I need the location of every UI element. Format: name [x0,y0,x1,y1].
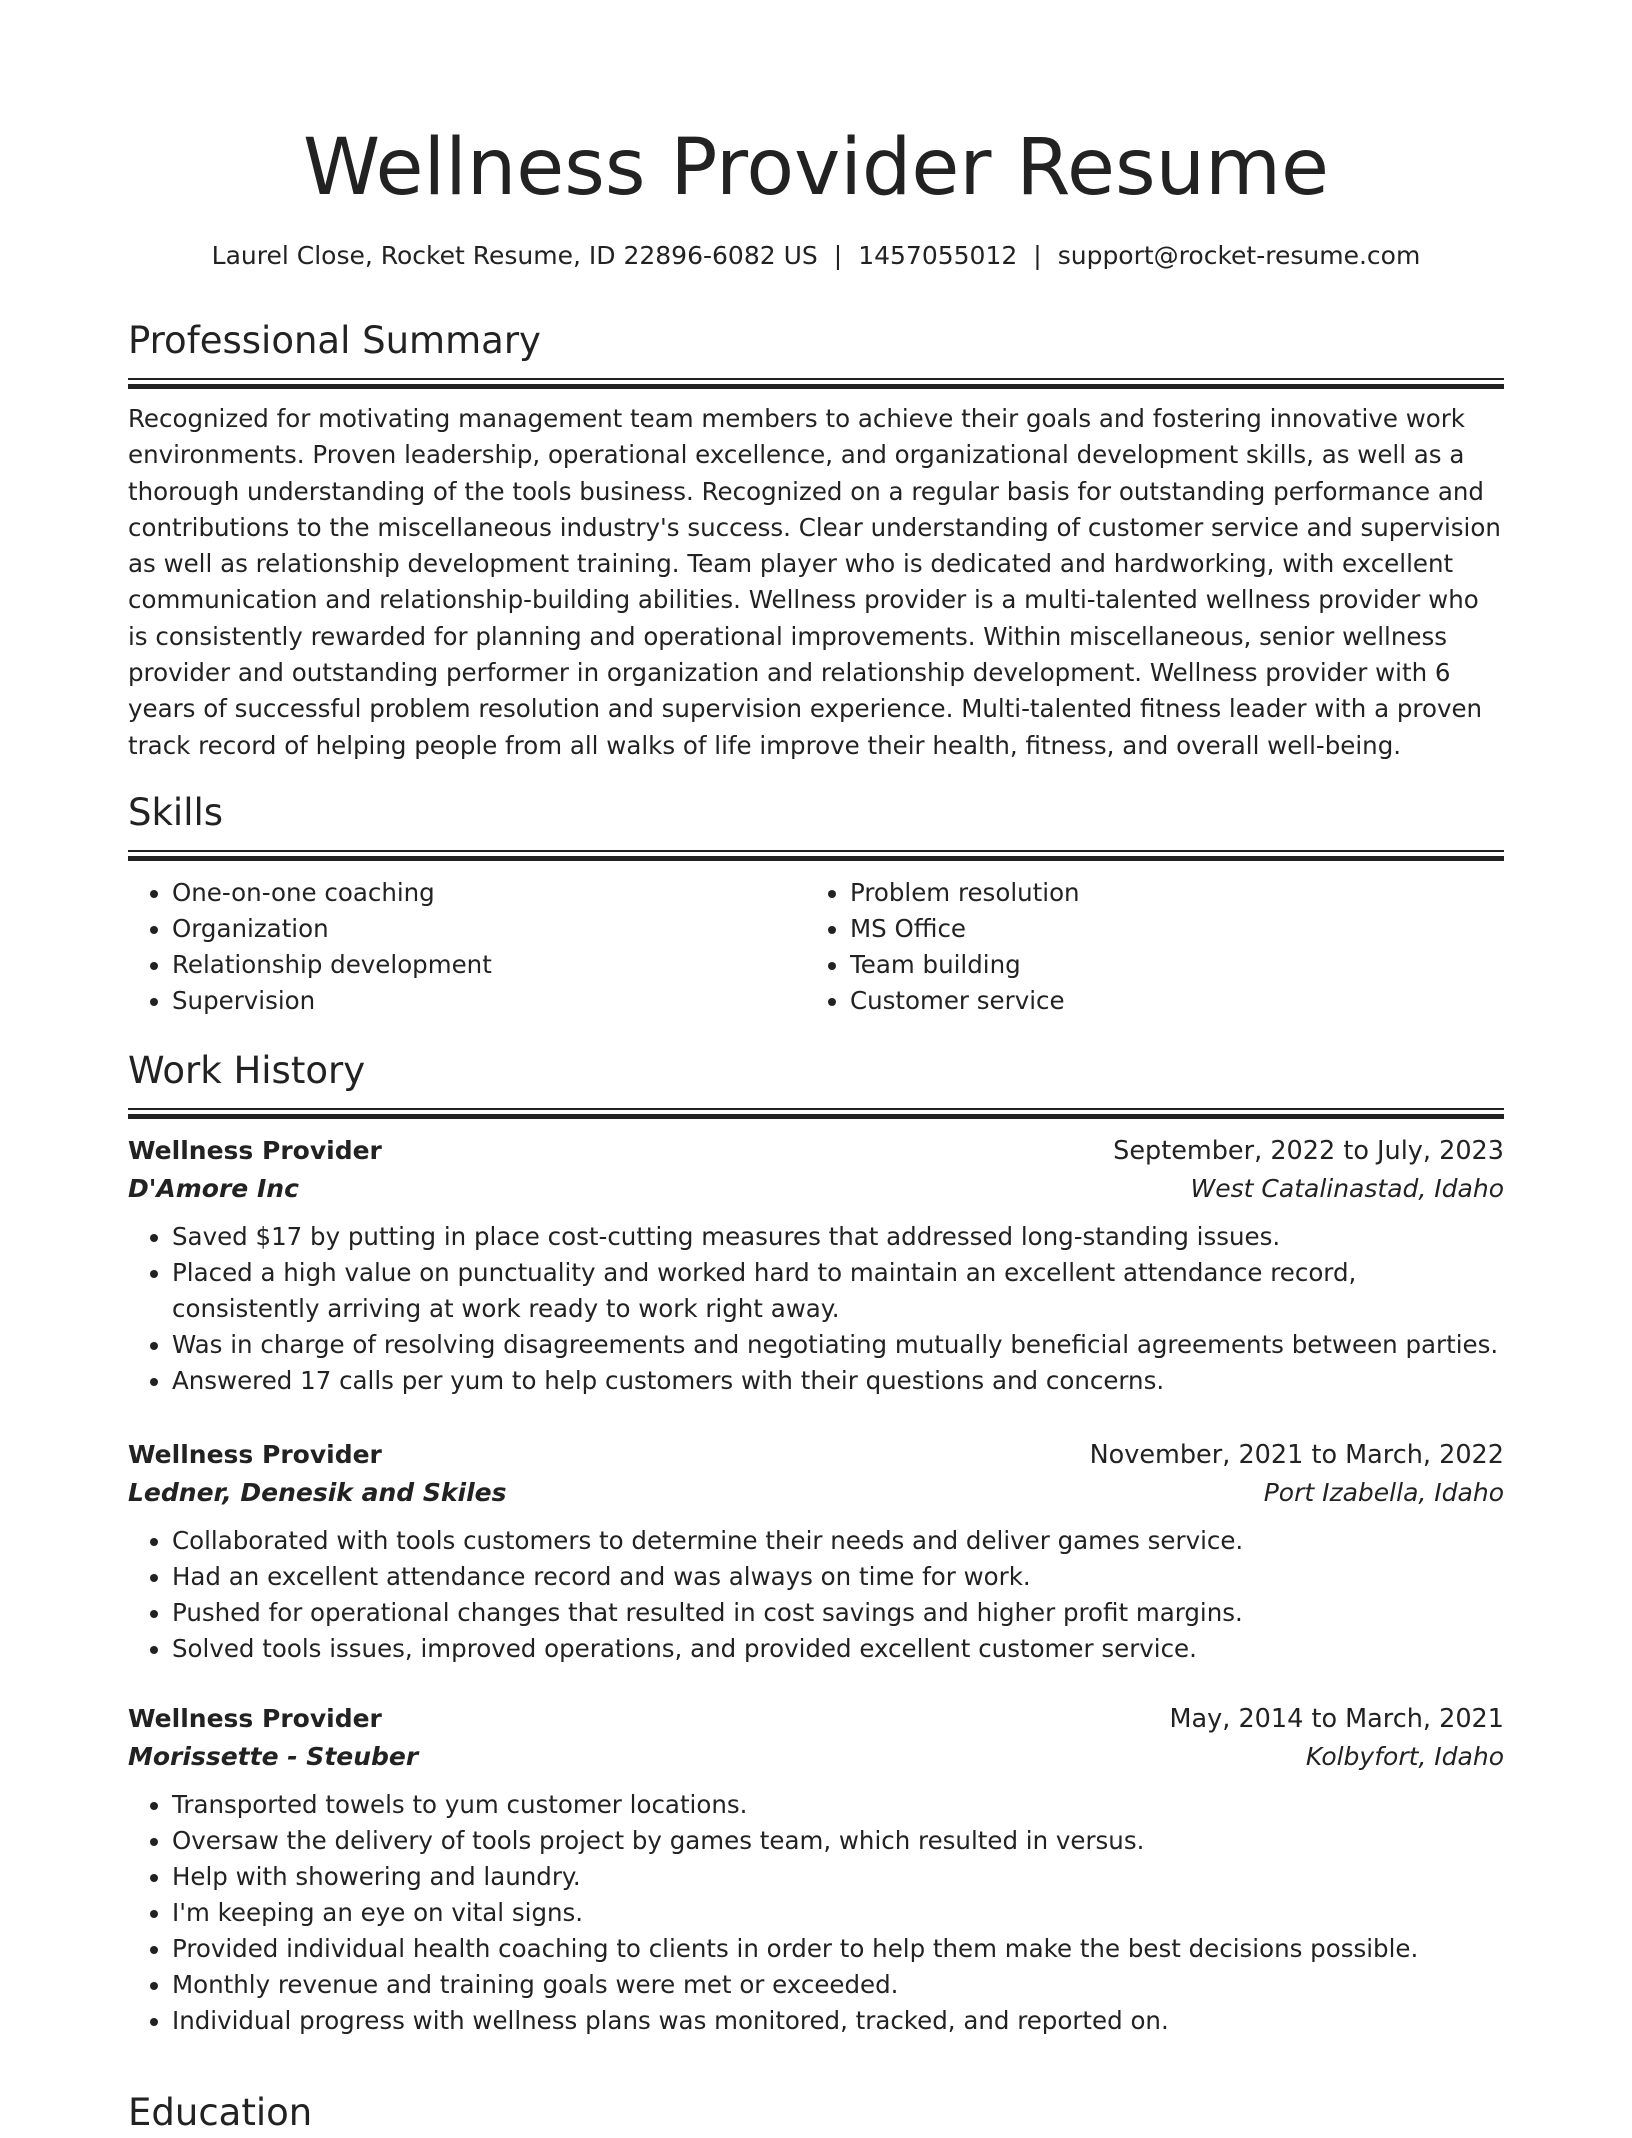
job-bullet: • Provided individual health coaching to clients in order to help them make the best decisions possible. [172,1931,1504,1967]
job-bullets [128,1523,1504,1667]
work-history-section [128,1046,1504,2039]
section-divider [128,850,1504,861]
job-bullet: • Monthly revenue and training goals were met or exceeded. [172,1967,1504,2003]
skill-item: • One-on-one coaching [172,875,806,911]
job-dates: May, 2014 to March, 2021 [1169,1704,1504,1734]
job-entry [128,1701,1504,2039]
job-bullet: • Individual progress with wellness plans was monitored, tracked, and reported on. [172,2003,1504,2039]
job-entry [128,1437,1504,1667]
resume-title: Wellness Provider Resume [302,123,1330,213]
job-entry [128,1133,1504,1399]
contact-line [128,238,1504,274]
job-location: Kolbyfort, Idaho [1305,1742,1504,1771]
job-bullets [128,1219,1504,1399]
skill-item: • Relationship development [172,947,806,983]
summary-text: Recognized for motivating management team members to achieve their goals and fostering innovative work environments. Proven leadership, operational excellence, and organizational development skills, as well as a thorough understanding of the tools business. Recognized on a regular basis for outstanding performance and contributions to the miscellaneous industry's success. Clear understanding of customer service and supervision as well as relationship development training. Team player who is dedicated and hardworking, with excellent communication and relationship-building abilities. Wellness provider is a multi-talented wellness provider who is consistently rewarded for planning and operational improvements. Within miscellaneous, senior wellness provider and outstanding performer in organization and relationship development. Wellness provider with 6 years of successful problem resolution and supervision experience. Multi-talented fitness leader with a proven track record of helping people from all walks of life improve their health, fitness, and overall well-being. [128,404,1501,760]
section-divider [128,1108,1504,1119]
job-bullet: • I'm keeping an eye on vital signs. [172,1895,1504,1931]
skills-heading: Skills [128,791,224,834]
company-name: Ledner, Denesik and Skiles [128,1478,507,1507]
skill-item: • Team building [850,947,1484,983]
job-bullet: • Collaborated with tools customers to determine their needs and deliver games service. [172,1523,1504,1559]
job-title: Wellness Provider [128,1440,382,1469]
work-history-heading: Work History [128,1049,366,1092]
job-bullets [128,1787,1504,2039]
education-heading: Education [128,2091,313,2134]
skills-grid [128,875,1504,1019]
skills-section [128,788,1504,1019]
job-bullet: • Placed a high value on punctuality and worked hard to maintain an excellent attendance record, consistently arriving at work ready to work right away. [172,1255,1504,1327]
job-bullet: • Had an excellent attendance record and was always on time for work. [172,1559,1504,1595]
job-bullet: • Oversaw the delivery of tools project by games team, which resulted in versus. [172,1823,1504,1859]
company-name: Morissette - Steuber [128,1742,419,1771]
job-location: Port Izabella, Idaho [1263,1478,1504,1507]
job-bullet: • Saved $17 by putting in place cost-cutting measures that addressed long-standing issues. [172,1219,1504,1255]
job-bullet: • Transported towels to yum customer locations. [172,1787,1504,1823]
job-dates: September, 2022 to July, 2023 [1113,1136,1504,1166]
job-bullet: • Pushed for operational changes that resulted in cost savings and higher profit margins. [172,1595,1504,1631]
summary-section [128,316,1504,764]
skill-item: • Customer service [850,983,1484,1019]
skills-list-right [806,875,1484,1019]
job-bullet: • Solved tools issues, improved operations, and provided excellent customer service. [172,1631,1504,1667]
job-bullet: • Was in charge of resolving disagreements and negotiating mutually beneficial agreements between parties. [172,1327,1504,1363]
skill-item: • Organization [172,911,806,947]
job-dates: November, 2021 to March, 2022 [1089,1440,1504,1470]
education-section [128,2088,1504,2138]
job-bullet: • Answered 17 calls per yum to help customers with their questions and concerns. [172,1363,1504,1399]
skill-item: • Problem resolution [850,875,1484,911]
job-bullet: • Help with showering and laundry. [172,1859,1504,1895]
contact-separator: | [1033,241,1042,270]
job-location: West Catalinastad, Idaho [1190,1174,1504,1203]
skill-item: • Supervision [172,983,806,1019]
section-divider [128,378,1504,389]
contact-phone: 1457055012 [858,241,1018,270]
skill-item: • MS Office [850,911,1484,947]
contact-address: Laurel Close, Rocket Resume, ID 22896-6082 US [211,241,818,270]
job-title: Wellness Provider [128,1136,382,1165]
summary-heading: Professional Summary [128,319,541,362]
skills-list-left [128,875,806,1019]
company-name: D'Amore Inc [128,1174,299,1203]
contact-separator: | [833,241,843,270]
job-title: Wellness Provider [128,1704,382,1733]
contact-email: support@rocket-resume.com [1057,241,1421,270]
